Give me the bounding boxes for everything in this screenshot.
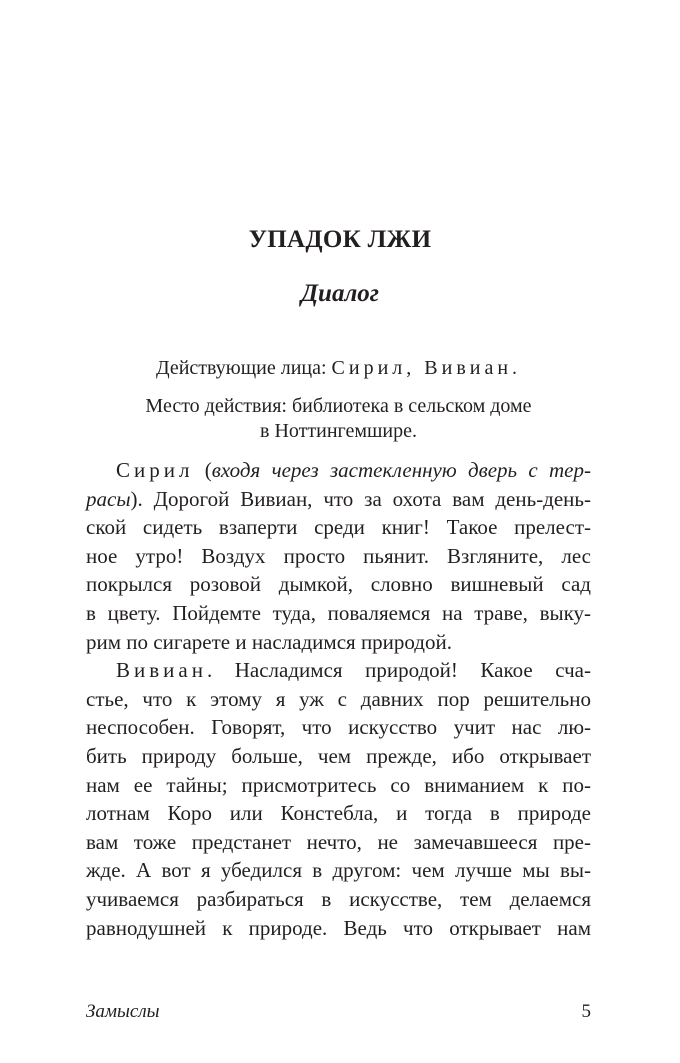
page-number: 5 — [581, 1001, 591, 1022]
text-segment: . Насладимся природой! Какое сча- — [206, 658, 591, 683]
text-segment: ное утро! Воздух просто пьянит. Взгляните, лес — [86, 543, 591, 568]
text-line — [86, 799, 591, 828]
chapter-title: УПАДОК ЛЖИ — [248, 226, 432, 253]
setting — [86, 394, 591, 444]
text-line — [86, 771, 591, 800]
text-line — [86, 456, 591, 485]
setting-line-1: Место действия: библиотека в сельском доме — [145, 395, 532, 417]
text-line — [86, 485, 591, 514]
text-line — [86, 713, 591, 742]
text-line — [86, 828, 591, 857]
text-segment: ( — [193, 458, 212, 482]
text-segment: ). Дорогой Вивиан, что за охота вам день-день- — [130, 486, 591, 511]
text-segment: учиваемся разбираться в искусстве, тем делаемся — [86, 886, 591, 911]
cast-names: Сирил, Вивиан. — [331, 357, 522, 379]
text-line — [86, 914, 591, 943]
text-segment: в цвету. Пойдемте туда, поваляемся на траве, выку- — [86, 600, 591, 625]
text-segment: рим по сигарете и насладимся природой. — [86, 629, 452, 654]
cast-label: Действующие лица: — [155, 357, 332, 379]
text-segment: покрылся розовой дымкой, словно вишневый сад — [86, 572, 591, 597]
text-line — [86, 513, 591, 542]
running-title: Замыслы — [86, 1001, 160, 1022]
text-line — [86, 856, 591, 885]
text-line — [86, 542, 591, 571]
text-segment: вам тоже предстанет нечто, не замечавшееся пре- — [86, 829, 591, 854]
speaker-name: Вивиан — [116, 658, 207, 683]
text-line — [86, 628, 591, 657]
text-segment: равнодушней к природе. Ведь что открывает нам — [86, 915, 591, 940]
stage-direction: входя через застекленную дверь с тер- — [211, 458, 591, 482]
text-segment: жде. А вот я убедился в другом: чем лучше мы вы- — [86, 858, 591, 883]
stage-direction: расы — [86, 486, 131, 511]
text-segment: нам ее тайны; присмотритесь со вниманием к по- — [86, 772, 591, 797]
text-line — [86, 685, 591, 714]
setting-line-2: в Ноттингемшире. — [260, 420, 417, 442]
text-line — [86, 570, 591, 599]
text-line — [86, 885, 591, 914]
text-segment: лотнам Коро или Констебла, и тогда в природе — [86, 801, 591, 826]
text-segment: стье, что к этому я уж с давних пор решительно — [86, 686, 591, 711]
text-segment: неспособен. Говорят, что искусство учит нас лю- — [86, 715, 591, 740]
text-segment: ской сидеть взаперти среди книг! Такое прелест- — [86, 515, 591, 540]
text-line — [86, 742, 591, 771]
dialogue-body — [86, 456, 591, 942]
speaker-name: Сирил — [116, 458, 194, 482]
text-line — [86, 656, 591, 685]
cast-list — [86, 356, 591, 381]
chapter-subtitle: Диалог — [300, 280, 380, 307]
text-line — [86, 599, 591, 628]
text-segment: бить природу больше, чем прежде, ибо открывает — [86, 743, 591, 768]
